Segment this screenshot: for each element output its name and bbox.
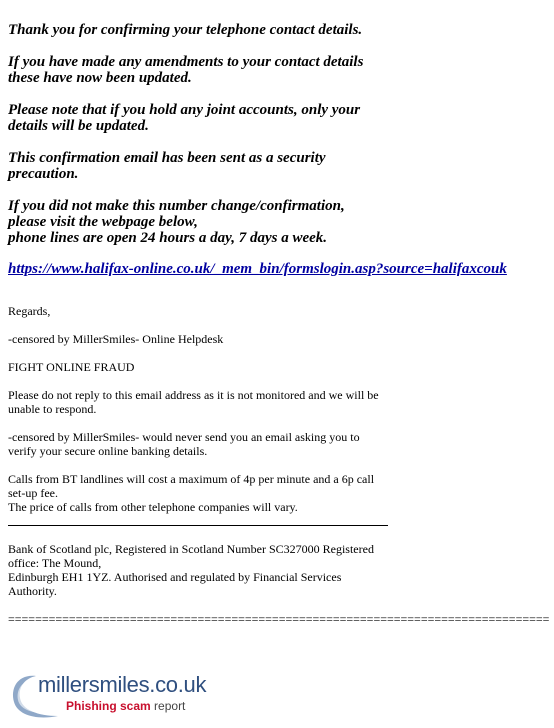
logo-tagline-red: Phishing scam <box>66 699 151 713</box>
no-reply-notice: Please do not reply to this email address as it is not monitored and we will be unable to respond. <box>8 388 379 416</box>
phone-lines-paragraph: If you did not make this number change/confirmation, please visit the webpage below, phone lines are open 24 hours a day, 7 days a week. <box>8 198 345 246</box>
spacer <box>8 598 554 612</box>
legal-footer: Bank of Scotland plc, Registered in Scotland Number SC327000 Registered office: The Mound, Edinburgh EH1 1YZ. Authorised and regulated by Financial Services Authority. <box>8 542 374 598</box>
amendments-paragraph: If you have made any amendments to your contact details these have now been updated. <box>8 54 364 86</box>
signature-text: -censored by MillerSmiles- Online Helpdesk <box>8 332 224 346</box>
logo-tagline <box>66 699 185 713</box>
phishing-link[interactable]: https://www.halifax-online.co.uk/_mem_bin/formslogin.asp?source=halifaxcouk <box>8 261 507 277</box>
logo-tagline-grey: report <box>154 699 186 713</box>
millersmiles-logo <box>8 670 238 722</box>
email-body <box>8 22 554 626</box>
spacer <box>8 318 554 332</box>
thanks-paragraph: Thank you for confirming your telephone contact details. <box>8 22 363 38</box>
regards-text: Regards, <box>8 304 51 318</box>
slogan-text: FIGHT ONLINE FRAUD <box>8 360 135 374</box>
never-ask-notice: -censored by MillerSmiles- would never send you an email asking you to verify your secure online banking details. <box>8 430 360 458</box>
logo-site-name: millersmiles.co.uk <box>38 672 207 697</box>
spacer <box>8 526 554 542</box>
spacer <box>8 514 554 525</box>
joint-accounts-paragraph: Please note that if you hold any joint accounts, only your details will be updated. <box>8 102 361 134</box>
spacer <box>8 416 554 430</box>
security-paragraph: This confirmation email has been sent as a security precaution. <box>8 150 326 182</box>
call-costs-notice: Calls from BT landlines will cost a maximum of 4p per minute and a 6p call set-up fee. The price of calls from other telephone companies will vary. <box>8 472 375 514</box>
equals-separator: ================================================================================ <box>8 612 550 626</box>
spacer <box>8 277 554 304</box>
spacer <box>8 458 554 472</box>
spacer <box>8 374 554 388</box>
spacer <box>8 346 554 360</box>
